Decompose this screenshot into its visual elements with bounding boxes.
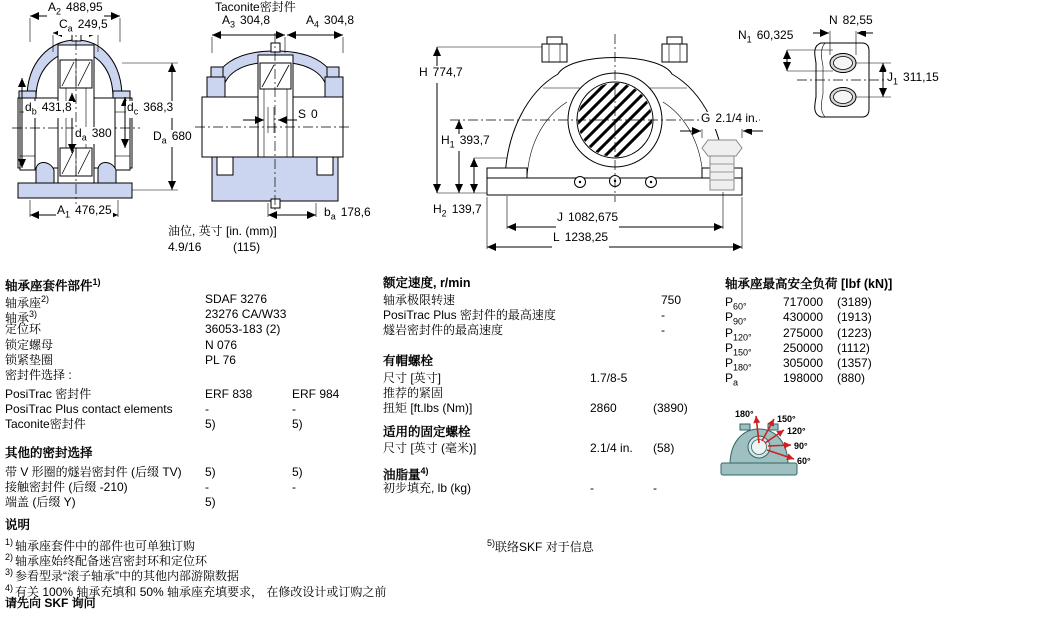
oil-level-mm: (115) — [233, 240, 261, 254]
other-seals-title: 其他的密封选择 — [5, 446, 93, 460]
dim-a2-label: $A_2$ 488,95 — [48, 0, 103, 17]
dim-l-label: L 1238,25 — [552, 231, 609, 248]
other-seals-rows — [5, 465, 303, 511]
dim-dc-label: $d_c$ 368,3 — [127, 100, 174, 117]
load-direction-diagram — [712, 403, 827, 488]
spec-row: 推荐的紧固 — [383, 386, 444, 401]
dim-j-label: J 1082,675 — [556, 211, 619, 228]
spec-row: 端盖 (后缀 Y) 5) — [5, 495, 216, 510]
dim-a4-label: $A_4$ 304,8 — [306, 13, 355, 30]
note-row: $^{1)}$ 轴承座套件中的部件也可单独订购 — [5, 537, 196, 553]
spec-row: 轴承$^{3)}$ 23276 CA/W33 — [5, 307, 287, 326]
dim-Da-label: $D_a$ 680 — [153, 129, 192, 146]
load-row: $P_{150^\circ}$ 250000 (1112) — [725, 340, 870, 358]
parts-title: 轴承座套件部件$^{1)}$ — [5, 277, 101, 294]
attach-bolts-title: 适用的固定螺栓 — [383, 425, 471, 439]
speed-title: 额定速度, r/min — [383, 276, 471, 290]
notes-section — [5, 518, 386, 611]
cap-bolts-title: 有帽螺栓 — [383, 354, 434, 368]
load-angle-60: 60° — [797, 456, 811, 466]
seal-select-title: 密封件选择 : — [5, 368, 72, 382]
note-row: $^{3)}$ 参看型录“滚子轴承”中的其他内部游隙数据 — [5, 567, 240, 584]
seal-select-rows — [5, 387, 340, 433]
dim-g-label: G 2.1/4 in. — [700, 112, 759, 129]
notes-title: 说明 — [5, 518, 31, 532]
load-row: $P_{60^\circ}$ 717000 (3189) — [725, 295, 872, 312]
dim-a3-label: $A_3$ 304,8 — [222, 13, 271, 30]
taconite-section-drawing — [195, 25, 410, 240]
cap-bolts-rows — [383, 371, 688, 417]
grease-title: 油脂量$^{4)}$ — [383, 466, 429, 483]
footnote5: $^{5)}$联络SKF 对于信息 — [487, 538, 594, 554]
load-row: $P_a$ 198000 (880) — [725, 371, 866, 388]
spec-row: 轴承极限转速 750 — [383, 293, 682, 307]
spec-row: PosiTrac Plus contact elements - - — [5, 402, 296, 417]
load-row: $P_{120^\circ}$ 275000 (1223) — [725, 325, 872, 342]
grease-rows — [383, 481, 657, 496]
note-row: $^{4)}$ 有关 100% 轴承充填和 50% 轴承座充填要求， 在修改设计或订购之前 — [5, 582, 387, 599]
spec-row: 初步填充, lb (kg) - - — [383, 481, 657, 495]
spec-row: 锁紧垫圈 PL 76 — [5, 352, 236, 367]
grease-section — [383, 464, 657, 496]
other-seals-section — [5, 446, 303, 511]
parts-section — [5, 275, 287, 368]
loads-section — [725, 277, 892, 387]
dim-h1-label: $H_1$ 393,7 — [441, 133, 490, 150]
dim-n1-label: $N_1$ 60,325 — [738, 28, 794, 45]
spec-row: 扭矩 [ft.lbs (Nm)] 2860 (3890) — [383, 401, 688, 416]
load-angle-90: 90° — [794, 441, 808, 451]
spec-row: 尺寸 [英寸] 1.7/8-5 — [383, 371, 628, 385]
spec-row: PosiTrac Plus 密封件的最高速度 - — [383, 308, 665, 323]
dim-s-label: S 0 — [297, 108, 319, 125]
spec-row: 接触密封件 (后缀 -210) - - — [5, 480, 296, 495]
dim-ba-label: $b_a$ 178,6 — [324, 205, 371, 222]
attach-bolts-rows — [383, 441, 675, 456]
attach-bolts-section — [383, 425, 675, 456]
parts-rows — [5, 292, 287, 368]
load-row: $P_{180^\circ}$ 305000 (1357) — [725, 356, 872, 373]
dim-a1-label: $A_1$ 476,25 — [57, 203, 112, 220]
speed-section — [383, 276, 682, 339]
spec-row: 带 V 形圈的燧岩密封件 (后缀 TV) 5) 5) — [5, 465, 303, 479]
spec-row: 燧岩密封件的最高速度 - — [383, 323, 665, 338]
speed-rows — [383, 293, 682, 339]
spec-row: 轴承座$^{2)}$ SDAF 3276 — [5, 292, 268, 310]
oil-level-label: 油位, 英寸 [in. (mm)] — [168, 224, 277, 238]
spec-row: 锁定螺母 N 076 — [5, 337, 238, 352]
spec-row: 定位环 36053-183 (2) — [5, 322, 281, 337]
loads-title: 轴承座最高安全负荷 [lbf (kN)] — [725, 277, 893, 291]
dim-ca-label: $C_a$ 249,5 — [59, 17, 108, 34]
dim-h2-label: $H_2$ 139,7 — [433, 202, 482, 219]
spec-row: Taconite密封件 5) 5) — [5, 417, 303, 432]
dim-db-label: $d_b$ 431,8 — [25, 100, 72, 117]
dim-da-label: $d_a$ 380 — [75, 126, 112, 143]
notes-final: 请先向 SKF 询问 — [5, 595, 96, 610]
load-angle-120: 120° — [787, 426, 806, 436]
dim-n-label: N 82,55 — [828, 14, 874, 31]
load-row: $P_{90^\circ}$ 430000 (1913) — [725, 310, 872, 327]
note-row: $^{2)}$ 轴承座始终配备迷宫密封环和定位环 — [5, 552, 208, 569]
load-angle-150: 150° — [777, 414, 796, 424]
dim-h-label: H 774,7 — [418, 66, 464, 83]
seal-select-section — [5, 368, 340, 433]
loads-rows — [725, 295, 892, 387]
notes-list — [5, 535, 387, 599]
oil-level-inches: 4.9/16 — [168, 240, 202, 254]
spec-row: 尺寸 [英寸 (毫米)] 2.1/4 in. (58) — [383, 441, 675, 455]
spec-row: PosiTrac 密封件 ERF 838 ERF 984 — [5, 387, 340, 401]
dim-j1-label: $J_1$ 311,15 — [887, 70, 939, 87]
taconite-title: Taconite密封件 — [215, 0, 296, 14]
load-angle-180: 180° — [735, 409, 754, 419]
cap-bolts-section — [383, 354, 688, 417]
